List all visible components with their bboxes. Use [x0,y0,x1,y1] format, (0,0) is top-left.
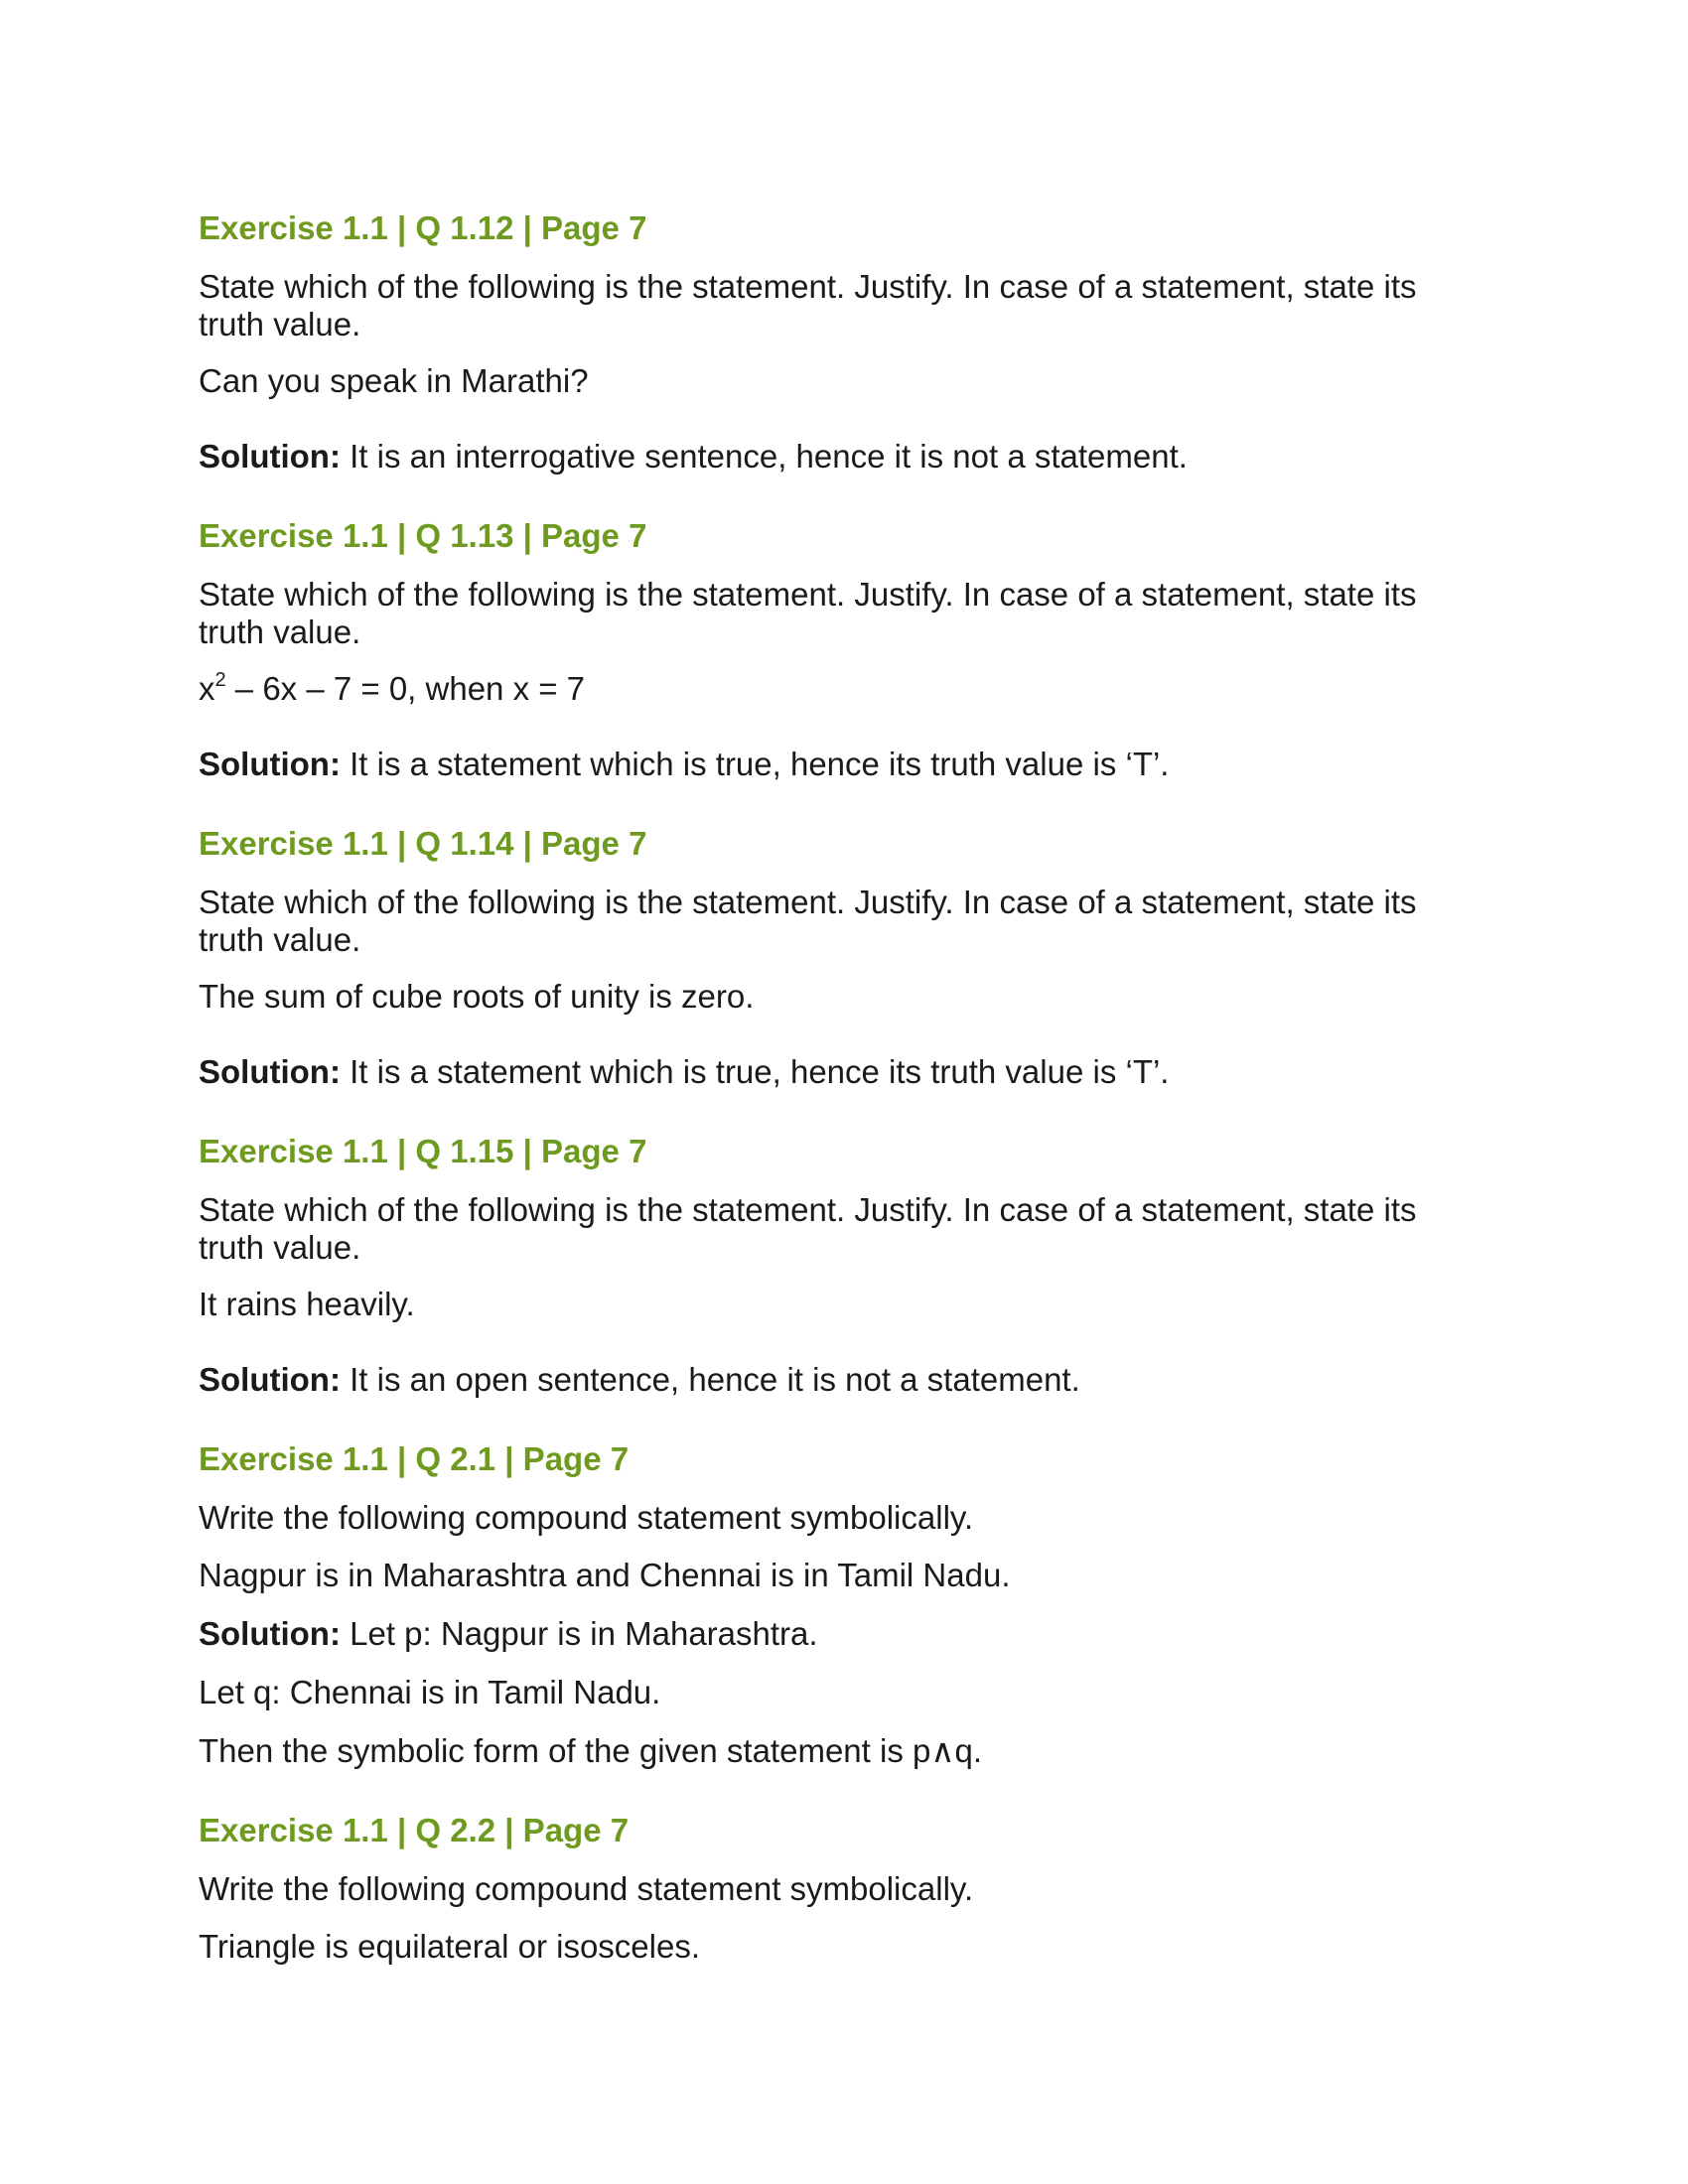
solution-label: Solution: [199,1615,341,1652]
solution-label: Solution: [199,1053,341,1090]
solution-text: It is a statement which is true, hence its truth value is ‘T’. [340,1053,1170,1090]
solution-line: Let q: Chennai is in Tamil Nadu. [199,1674,661,1710]
solution-text: Let p: Nagpur is in Maharashtra. [340,1615,818,1652]
exercise-instruction: Write the following compound statement symbolically. [199,1870,974,1907]
exercise-question: Triangle is equilateral or isosceles. [199,1928,701,1965]
exercise-q1-14 [199,824,1489,1092]
exercise-heading: Exercise 1.1 | Q 1.14 | Page 7 [199,825,647,862]
solution-text: It is an interrogative sentence, hence it is not a statement. [340,438,1188,475]
exercise-q2-2 [199,1811,1489,1967]
exercise-heading: Exercise 1.1 | Q 1.15 | Page 7 [199,1133,647,1169]
solution-label: Solution: [199,746,341,782]
exercise-question: Nagpur is in Maharashtra and Chennai is in Tamil Nadu. [199,1557,1011,1593]
exercise-heading: Exercise 1.1 | Q 1.12 | Page 7 [199,209,647,246]
exercise-heading: Exercise 1.1 | Q 2.1 | Page 7 [199,1440,630,1477]
equation-rest: – 6x – 7 = 0, when x = 7 [225,670,586,707]
equation-exponent: 2 [214,669,226,691]
exercise-solution [199,1052,1489,1092]
solution-label: Solution: [199,1361,341,1398]
exercise-solution [199,437,1489,477]
exercise-question: The sum of cube roots of unity is zero. [199,978,755,1015]
exercise-question [199,669,1489,709]
exercise-q2-1 [199,1439,1489,1771]
exercise-instruction: State which of the following is the statement. Justify. In case of a statement, state its truth value. [199,1191,1417,1266]
exercise-instruction: State which of the following is the statement. Justify. In case of a statement, state its truth value. [199,576,1417,650]
exercise-heading: Exercise 1.1 | Q 2.2 | Page 7 [199,1812,630,1848]
exercise-question: Can you speak in Marathi? [199,362,589,399]
exercise-heading: Exercise 1.1 | Q 1.13 | Page 7 [199,517,647,554]
solution-line: Then the symbolic form of the given statement is p∧q. [199,1732,983,1769]
exercise-instruction: Write the following compound statement symbolically. [199,1499,974,1536]
exercise-q1-13 [199,516,1489,784]
exercise-q1-12 [199,208,1489,477]
solution-text: It is an open sentence, hence it is not a statement. [340,1361,1080,1398]
exercise-question: It rains heavily. [199,1286,415,1322]
equation-base: x [199,670,215,707]
exercise-instruction: State which of the following is the statement. Justify. In case of a statement, state its truth value. [199,884,1417,958]
exercise-instruction: State which of the following is the statement. Justify. In case of a statement, state its truth value. [199,268,1417,342]
exercise-q1-15 [199,1132,1489,1400]
solution-text: It is a statement which is true, hence its truth value is ‘T’. [340,746,1170,782]
exercise-solution [199,745,1489,784]
solution-label: Solution: [199,438,341,475]
exercise-solution [199,1360,1489,1400]
document-page [199,208,1489,1967]
exercise-solution [199,1614,1489,1654]
